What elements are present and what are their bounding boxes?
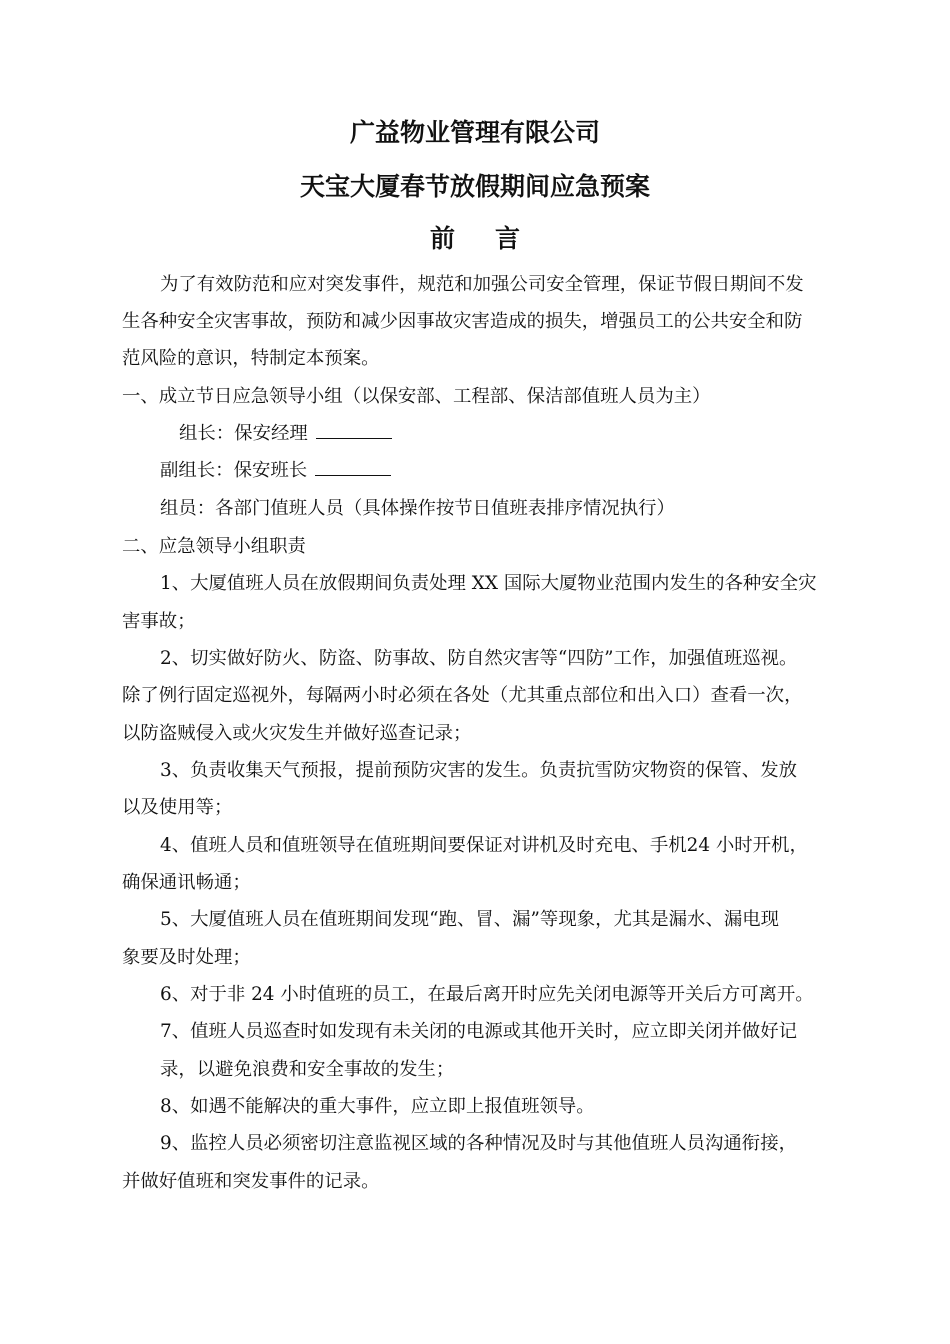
deputy-leader-label: 副组长：保安班长 (160, 460, 308, 481)
text-line: 组员：各部门值班人员（具体操作按节日值班表排序情况执行） (160, 498, 675, 519)
deputy-leader-row (160, 458, 391, 484)
text-line: 范风险的意识，特制定本预案。 (122, 348, 380, 369)
text-line: 以及使用等； (122, 797, 233, 818)
text-line: 并做好值班和突发事件的记录。 (122, 1171, 380, 1192)
text-line: 生各种安全灾害事故，预防和减少因事故灾害造成的损失，增强员工的公共安全和防 (122, 311, 803, 332)
text-line: 害事故； (122, 611, 196, 632)
text-line: 6、对于非 24 小时值班的员工，在最后离开时应先关闭电源等开关后方可离开。 (160, 984, 814, 1005)
text-line: 9、监控人员必须密切注意监视区域的各种情况及时与其他值班人员沟通衔接， (160, 1133, 797, 1154)
text-line: 确保通讯畅通； (122, 872, 251, 893)
section-heading: 一、成立节日应急领导小组（以保安部、工程部、保洁部值班人员为主） (122, 386, 711, 407)
deputy-leader-blank (315, 459, 391, 476)
team-leader-row (179, 421, 392, 447)
text-line: 2、切实做好防火、防盗、防事故、防自然灾害等“四防”工作，加强值班巡视。 (160, 648, 798, 669)
text-line: 5、大厦值班人员在值班期间发现“跑、冒、漏”等现象，尤其是漏水、漏电现 (160, 909, 780, 930)
text-line: 除了例行固定巡视外，每隔两小时必须在各处（尤其重点部位和出入口）查看一次， (122, 685, 803, 706)
text-line: 7、值班人员巡查时如发现有未关闭的电源或其他开关时，应立即关闭并做好记 (160, 1021, 797, 1042)
team-leader-blank (316, 422, 392, 439)
text-line: 8、如遇不能解决的重大事件，应立即上报值班领导。 (160, 1096, 595, 1117)
text-line: 3、负责收集天气预报，提前预防灾害的发生。负责抗雪防灾物资的保管、发放 (160, 760, 797, 781)
text-line: 录，以避免浪费和安全事故的发生； (160, 1059, 455, 1080)
document-title: 天宝大厦春节放假期间应急预案 (299, 172, 650, 201)
text-line: 象要及时处理； (122, 947, 251, 968)
company-name: 广益物业管理有限公司 (349, 118, 600, 147)
team-leader-label: 组长：保安经理 (179, 423, 308, 444)
preface-heading: 前言 (429, 224, 560, 253)
section-heading: 二、应急领导小组职责 (122, 536, 306, 557)
text-line: 以防盗贼侵入或火灾发生并做好巡查记录； (122, 723, 472, 744)
text-line: 1、大厦值班人员在放假期间负责处理 XX 国际大厦物业范围内发生的各种安全灾 (160, 573, 817, 594)
text-line: 4、值班人员和值班领导在值班期间要保证对讲机及时充电、手机24 小时开机， (160, 835, 808, 856)
text-line: 为了有效防范和应对突发事件，规范和加强公司安全管理，保证节假日期间不发 (160, 274, 804, 295)
